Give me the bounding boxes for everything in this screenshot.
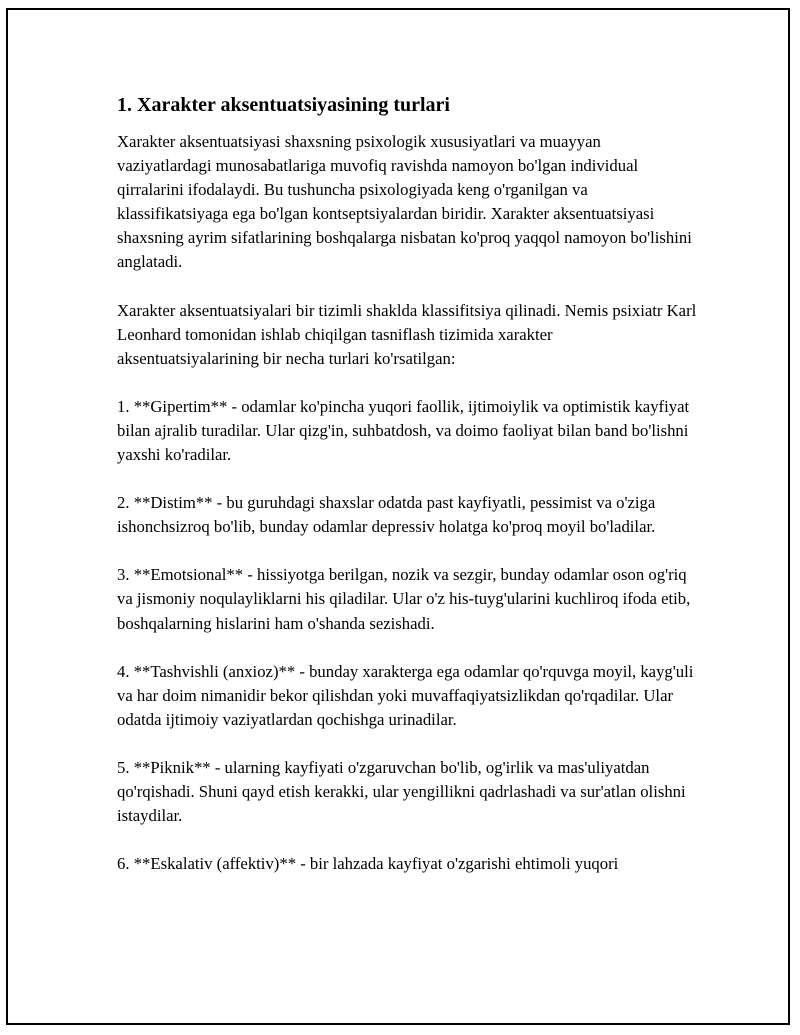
list-item-tashvishli: 4. **Tashvishli (anxioz)** - bunday xarakterga ega odamlar qo'rquvga moyil, kayg'uli va har doim nimanidir bekor qilishdan yoki muvaffaqiyatsizlikdan qo'rqadilar. Ular odatda ijtimoiy vaziyatlardan qochishga urinadilar.	[117, 661, 694, 729]
paragraph-intro: Xarakter aksentuatsiyasi shaxsning psixologik xususiyatlari va muayyan vaziyatlardagi munosabatlariga muvofiq ravishda namoyon bo'lgan individual qirralarini ifodalaydi. Bu tushuncha psixologiyada keng o'rganilgan va klassifikatsiyaga ega bo'lgan kontseptsiyalardan biridir. Xarakter aksentuatsiyasi shaxsning ayrim sifatlarining boshqalarga nisbatan ko'proq yaqqol namoyon bo'lishini anglatadi.	[117, 132, 692, 272]
list-item-distim: 2. **Distim** - bu guruhdagi shaxslar odatda past kayfiyatli, pessimist va o'ziga ishonchsizroq bo'lib, bunday odamlar depressiv holatga ko'proq moyil bo'ladilar.	[117, 493, 656, 537]
section-heading: 1. Xarakter aksentuatsiyasining turlari	[117, 94, 450, 116]
list-item-emotsional: 3. **Emotsional** - hissiyotga berilgan, nozik va sezgir, bunday odamlar oson og'riq va jismoniy noqulayliklarni his qiladilar. Ular o'z his-tuyg'ularini kuchliroq ifoda etib, boshqalarning hislarini ham o'shanda sezishadi.	[117, 565, 691, 633]
document-content	[117, 92, 697, 876]
list-item-piknik: 5. **Piknik** - ularning kayfiyati o'zgaruvchan bo'lib, og'irlik va mas'uliyatdan qo'rqishadi. Shuni qayd etish kerakki, ular yengillikni qadrlashadi va sur'atlan olishni istaydilar.	[117, 757, 686, 826]
list-item-gipertim: 1. **Gipertim** - odamlar ko'pincha yuqori faollik, ijtimoiylik va optimistik kayfiyat bilan ajralib turadilar. Ular qizg'in, suhbatdosh, va doimo faoliyat bilan band bo'lishni yaxshi ko'radilar.	[117, 396, 690, 465]
list-item-eskalativ: 6. **Eskalativ (affektiv)** - bir lahzada kayfiyat o'zgarishi ehtimoli yuqori	[117, 854, 619, 874]
paragraph-classification: Xarakter aksentuatsiyalari bir tizimli shaklda klassifitsiya qilinadi. Nemis psixiatr Karl Leonhard tomonidan ishlab chiqilgan tasniflash tizimida xarakter aksentuatsiyalarining bir necha turlari ko'rsatilgan:	[117, 300, 697, 368]
